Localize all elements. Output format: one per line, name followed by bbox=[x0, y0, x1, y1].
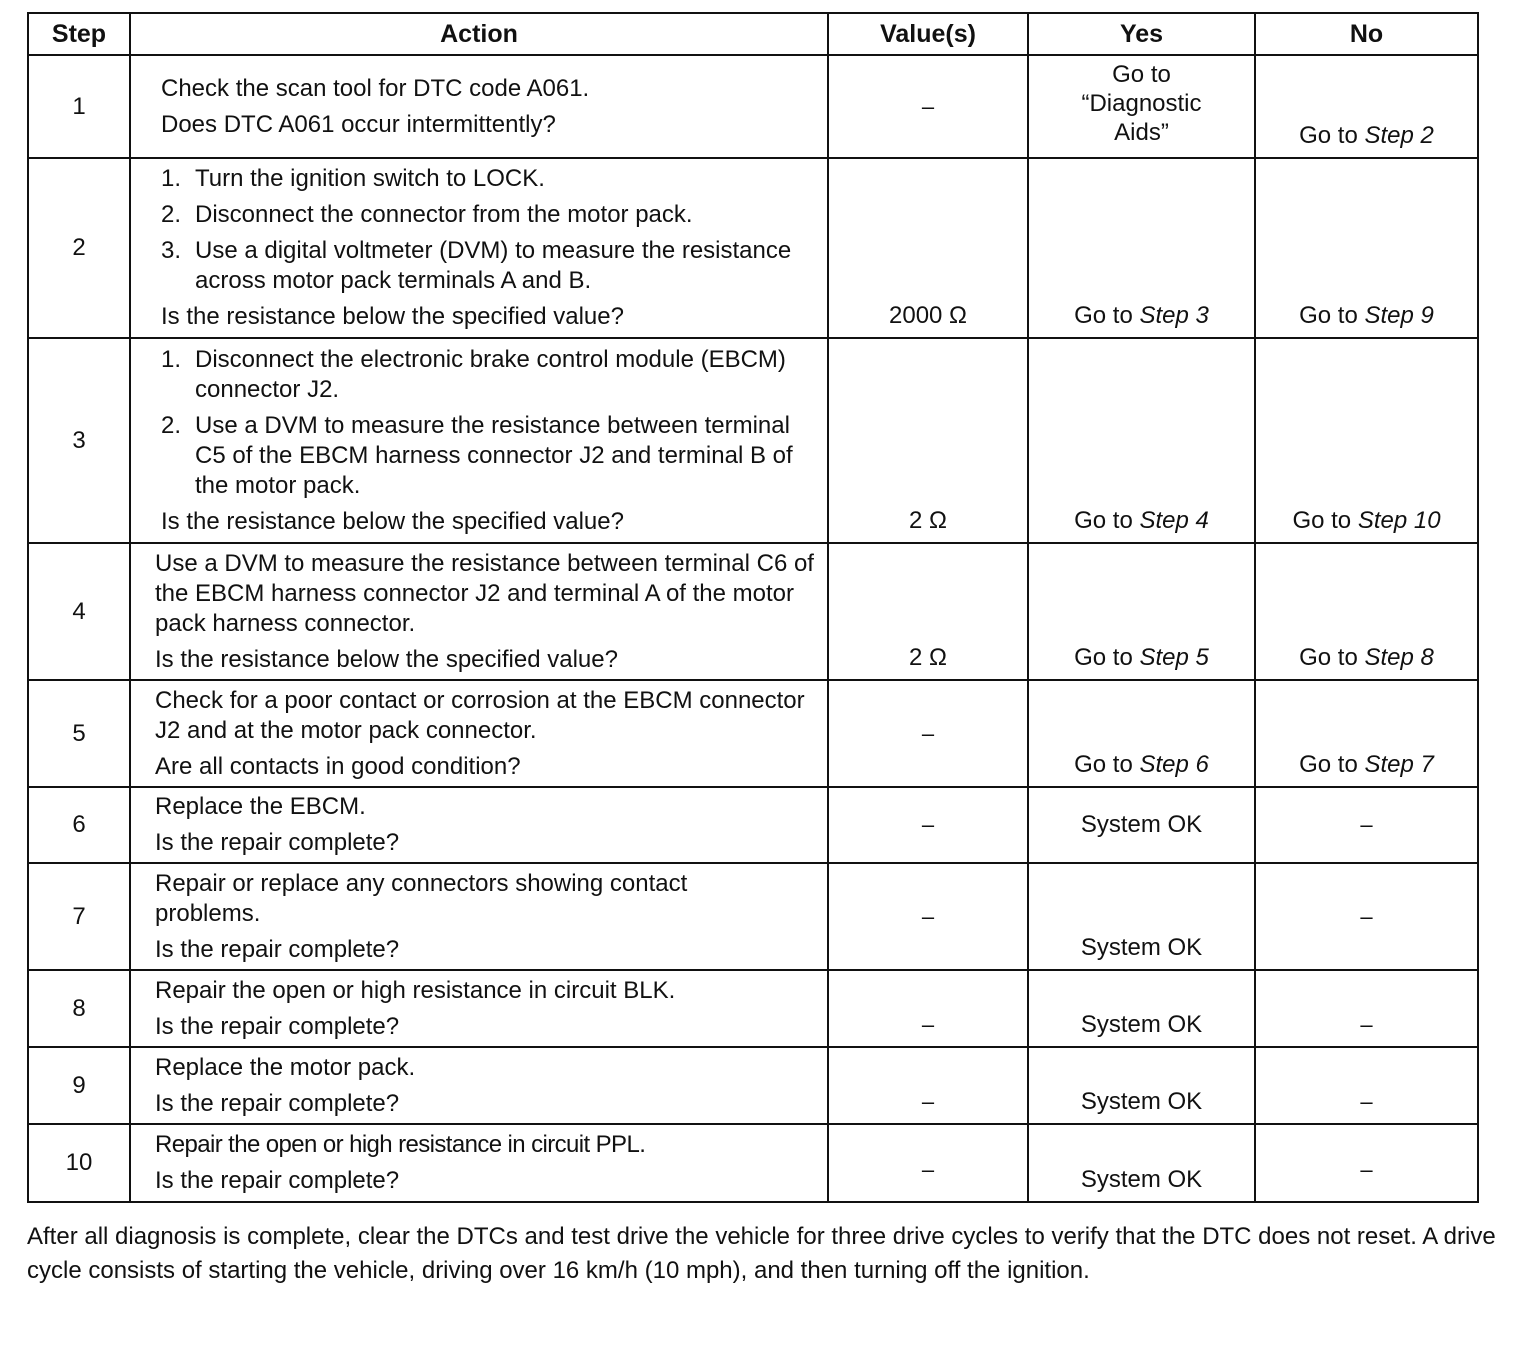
header-yes: Yes bbox=[1028, 13, 1255, 55]
goto-prefix: Go to bbox=[1299, 122, 1365, 149]
yes-cell bbox=[1028, 1047, 1255, 1124]
step-reference: Step 5 bbox=[1139, 644, 1209, 671]
value-cell bbox=[828, 158, 1028, 338]
step-reference: Step 2 bbox=[1364, 122, 1434, 149]
value-cell bbox=[828, 543, 1028, 680]
action-text: Check for a poor contact or corrosion at the EBCM connector J2 and at the motor pack connector. bbox=[155, 686, 805, 744]
action-item bbox=[161, 345, 819, 405]
value-cell bbox=[828, 863, 1028, 970]
value-text: – bbox=[921, 903, 935, 929]
value-text: 2 Ω bbox=[909, 644, 947, 671]
action-question: Is the resistance below the specified value? bbox=[161, 303, 624, 330]
value-cell bbox=[828, 680, 1028, 787]
action-question: Is the resistance below the specified value? bbox=[155, 645, 618, 673]
action-cell bbox=[130, 970, 828, 1047]
yes-cell bbox=[1028, 787, 1255, 863]
no-cell bbox=[1255, 543, 1478, 680]
item-text: Use a digital voltmeter (DVM) to measure the resistance across motor pack terminals A and B. bbox=[195, 237, 792, 294]
action-cell bbox=[130, 787, 828, 863]
action-question: Is the repair complete? bbox=[155, 1012, 400, 1040]
table-row bbox=[28, 543, 1478, 680]
yes-text: System OK bbox=[1080, 1011, 1203, 1038]
yes-text bbox=[1029, 301, 1254, 331]
diagnostic-table bbox=[27, 12, 1479, 1203]
item-number: 2. bbox=[161, 201, 182, 228]
table-row bbox=[28, 970, 1478, 1047]
yes-text bbox=[1029, 60, 1254, 147]
action-text: Repair or replace any connectors showing contact problems. bbox=[155, 869, 688, 927]
action-cell bbox=[130, 1124, 828, 1202]
action-question: Are all contacts in good condition? bbox=[155, 752, 521, 780]
action-cell bbox=[130, 543, 828, 680]
action-item bbox=[161, 411, 819, 501]
header-values: Value(s) bbox=[828, 13, 1028, 55]
item-text: Disconnect the connector from the motor pack. bbox=[195, 201, 693, 228]
no-cell bbox=[1255, 787, 1478, 863]
goto-prefix: Go to bbox=[1299, 644, 1365, 671]
no-text: – bbox=[1360, 812, 1373, 837]
no-text: – bbox=[1360, 903, 1373, 929]
value-cell bbox=[828, 787, 1028, 863]
table-row bbox=[28, 1124, 1478, 1202]
action-item bbox=[161, 200, 819, 230]
diagnostic-table-container bbox=[27, 12, 1477, 1203]
no-cell bbox=[1255, 1047, 1478, 1124]
table-row bbox=[28, 680, 1478, 787]
goto-prefix: Go to bbox=[1074, 751, 1140, 778]
no-cell bbox=[1255, 158, 1478, 338]
action-text: Replace the EBCM. bbox=[155, 793, 366, 820]
value-cell bbox=[828, 1047, 1028, 1124]
no-cell bbox=[1255, 970, 1478, 1047]
item-text: Use a DVM to measure the resistance between terminal C5 of the EBCM harness connector J2 and terminal B of the motor pack. bbox=[195, 411, 793, 499]
item-number: 2. bbox=[161, 411, 182, 439]
yes-line: Aids” bbox=[1114, 119, 1169, 146]
no-cell bbox=[1255, 1124, 1478, 1202]
value-cell bbox=[828, 338, 1028, 543]
no-text bbox=[1256, 506, 1477, 536]
action-text: Replace the motor pack. bbox=[155, 1053, 416, 1081]
yes-text: System OK bbox=[1080, 1088, 1203, 1115]
table-row bbox=[28, 787, 1478, 863]
goto-prefix: Go to bbox=[1074, 507, 1140, 534]
header-no: No bbox=[1255, 13, 1478, 55]
value-cell bbox=[828, 55, 1028, 158]
yes-text: System OK bbox=[1080, 1166, 1203, 1193]
step-number: 7 bbox=[28, 863, 130, 970]
no-cell bbox=[1255, 338, 1478, 543]
header-action: Action bbox=[130, 13, 828, 55]
no-text: – bbox=[1360, 1012, 1373, 1037]
yes-cell bbox=[1028, 158, 1255, 338]
action-item bbox=[161, 164, 819, 194]
value-text: 2 Ω bbox=[909, 507, 947, 534]
item-text: Turn the ignition switch to LOCK. bbox=[195, 165, 545, 192]
action-cell bbox=[130, 55, 828, 158]
no-cell bbox=[1255, 55, 1478, 158]
no-text: – bbox=[1360, 1157, 1373, 1182]
action-text: Repair the open or high resistance in circuit PPL. bbox=[155, 1131, 646, 1158]
value-cell bbox=[828, 970, 1028, 1047]
step-reference: Step 3 bbox=[1139, 302, 1209, 329]
action-cell bbox=[130, 158, 828, 338]
step-number: 2 bbox=[28, 158, 130, 338]
step-number: 4 bbox=[28, 543, 130, 680]
table-header-row bbox=[28, 13, 1478, 55]
item-text: Disconnect the electronic brake control module (EBCM) connector J2. bbox=[195, 345, 786, 403]
step-number: 5 bbox=[28, 680, 130, 787]
action-cell bbox=[130, 1047, 828, 1124]
action-question: Is the repair complete? bbox=[155, 1089, 400, 1117]
action-cell bbox=[130, 680, 828, 787]
item-number: 1. bbox=[161, 165, 182, 192]
value-text: – bbox=[921, 1089, 935, 1114]
no-text bbox=[1256, 643, 1477, 673]
table-row bbox=[28, 55, 1478, 158]
step-reference: Step 7 bbox=[1364, 751, 1434, 778]
step-number: 10 bbox=[28, 1124, 130, 1202]
no-text bbox=[1256, 750, 1477, 780]
yes-text bbox=[1029, 643, 1254, 673]
action-text: Use a DVM to measure the resistance between terminal C6 of the EBCM harness connector J2 and terminal A of the motor pack harness connector. bbox=[155, 549, 814, 637]
goto-prefix: Go to bbox=[1299, 751, 1365, 778]
step-reference: Step 9 bbox=[1364, 302, 1434, 329]
step-number: 1 bbox=[28, 55, 130, 158]
action-question: Is the repair complete? bbox=[155, 1167, 400, 1194]
value-text: – bbox=[921, 812, 935, 837]
action-text: Check the scan tool for DTC code A061. bbox=[161, 74, 590, 102]
value-text: – bbox=[921, 93, 935, 119]
action-question: Is the repair complete? bbox=[155, 935, 400, 963]
action-question: Does DTC A061 occur intermittently? bbox=[161, 110, 556, 138]
value-cell bbox=[828, 1124, 1028, 1202]
yes-text: System OK bbox=[1080, 934, 1203, 961]
table-row bbox=[28, 1047, 1478, 1124]
yes-cell bbox=[1028, 863, 1255, 970]
value-text: – bbox=[921, 1012, 935, 1037]
yes-cell bbox=[1028, 338, 1255, 543]
item-number: 3. bbox=[161, 237, 182, 264]
step-reference: Step 8 bbox=[1364, 644, 1434, 671]
step-number: 8 bbox=[28, 970, 130, 1047]
yes-cell bbox=[1028, 55, 1255, 158]
footer-note: After all diagnosis is complete, clear the DTCs and test drive the vehicle for three drive cycles to verify that the DTC does not reset. A drive cycle consists of starting the vehicle, driving over 16 km/h (10 mph), and then turning off the ignition. bbox=[27, 1223, 1496, 1284]
action-question: Is the resistance below the specified value? bbox=[161, 507, 624, 535]
step-reference: Step 6 bbox=[1139, 751, 1209, 778]
no-text bbox=[1256, 121, 1477, 151]
goto-prefix: Go to bbox=[1292, 507, 1358, 534]
yes-text: System OK bbox=[1080, 811, 1203, 838]
step-number: 3 bbox=[28, 338, 130, 543]
table-row bbox=[28, 863, 1478, 970]
yes-cell bbox=[1028, 543, 1255, 680]
yes-cell bbox=[1028, 1124, 1255, 1202]
action-question: Is the repair complete? bbox=[155, 829, 400, 856]
yes-line: “Diagnostic bbox=[1081, 90, 1202, 117]
action-cell bbox=[130, 863, 828, 970]
action-item bbox=[161, 236, 819, 296]
item-number: 1. bbox=[161, 345, 182, 373]
goto-prefix: Go to bbox=[1074, 302, 1140, 329]
step-reference: Step 10 bbox=[1357, 507, 1441, 534]
yes-text bbox=[1029, 750, 1254, 780]
yes-line: Go to bbox=[1112, 61, 1171, 88]
step-number: 9 bbox=[28, 1047, 130, 1124]
no-text: – bbox=[1360, 1089, 1373, 1114]
no-text bbox=[1256, 301, 1477, 331]
value-text: – bbox=[921, 720, 935, 746]
yes-text bbox=[1029, 506, 1254, 536]
table-row bbox=[28, 338, 1478, 543]
yes-cell bbox=[1028, 680, 1255, 787]
value-text: – bbox=[921, 1157, 935, 1182]
goto-prefix: Go to bbox=[1299, 302, 1365, 329]
step-number: 6 bbox=[28, 787, 130, 863]
action-text: Repair the open or high resistance in circuit BLK. bbox=[155, 976, 676, 1004]
goto-prefix: Go to bbox=[1074, 644, 1140, 671]
yes-cell bbox=[1028, 970, 1255, 1047]
step-reference: Step 4 bbox=[1139, 507, 1209, 534]
action-cell bbox=[130, 338, 828, 543]
value-text: 2000 Ω bbox=[889, 302, 967, 329]
no-cell bbox=[1255, 863, 1478, 970]
header-step: Step bbox=[28, 13, 130, 55]
table-row bbox=[28, 158, 1478, 338]
no-cell bbox=[1255, 680, 1478, 787]
